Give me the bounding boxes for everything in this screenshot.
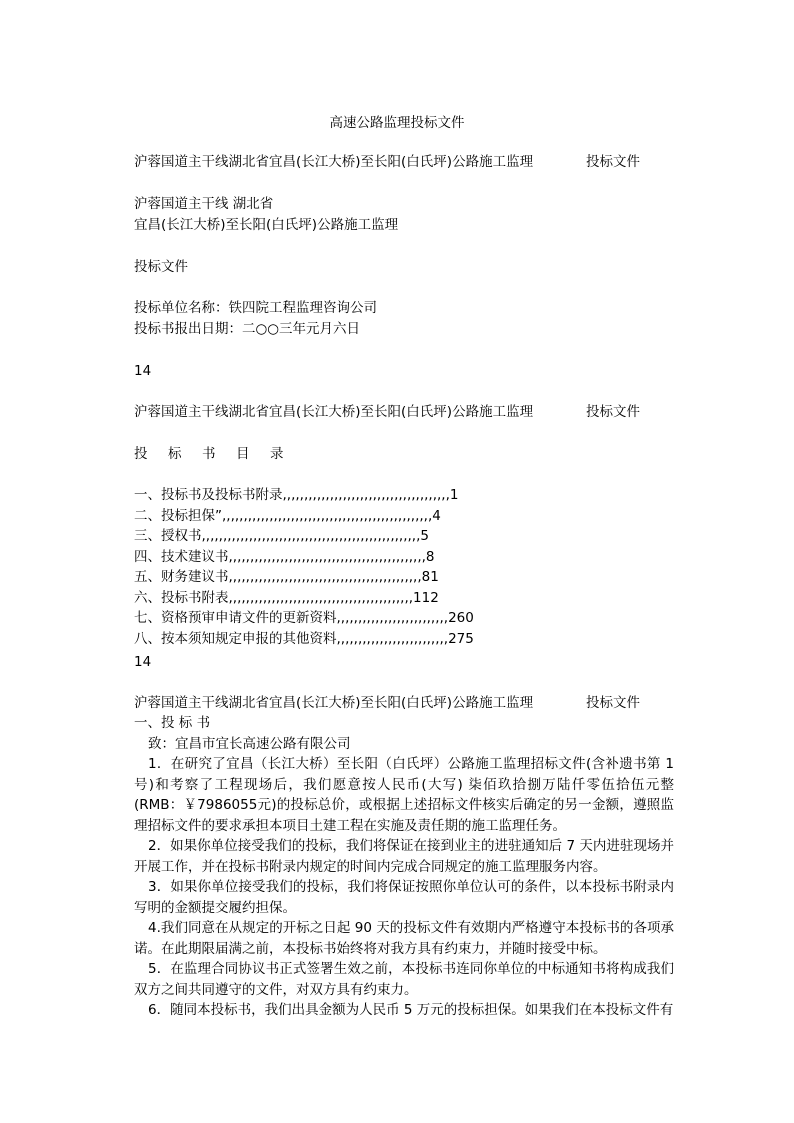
paragraph: 1．在研究了宜昌（长江大桥）至长阳（白氏坪）公路施工监理招标文件(含补遗书第 1号)和考察了工程现场后，我们愿意按人民币(大写) 柒佰玖拾捌万陆仟零伍拾伍元整(RMB：￥7986055元)的投标总价，或根据上述招标文件核实后确定的另一金额，遵照监理招标文件的要求承担本项目土建工程在实施及责任期的施工监理任务。	[134, 756, 674, 834]
toc-title: 投 标 书 目 录	[134, 446, 292, 462]
page-header-left: 沪蓉国道主干线湖北省宜昌(长江大桥)至长阳(白氏坪)公路施工监理	[134, 695, 534, 711]
toc-item: 七、资格预审申请文件的更新资料,,,,,,,,,,,,,,,,,,,,,,,,,,260	[134, 610, 474, 626]
paragraph: 4.我们同意在从规定的开标之日起 90 天的投标文件有效期内严格遵守本投标书的各项承诺。在此期限届满之前，本投标书始终将对我方具有约束力，并随时接受中标。	[134, 920, 674, 957]
paragraph: 6．随同本投标书，我们出具金额为人民币 5 万元的投标担保。如果我们在本投标文件有	[148, 1002, 674, 1018]
cover-line-1: 沪蓉国道主干线 湖北省	[134, 196, 274, 212]
paragraph: 3．如果你单位接受我们的投标，我们将保证按照你单位认可的条件，以本投标书附录内写明的金额提交履约担保。	[134, 879, 674, 916]
paragraph: 5．在监理合同协议书正式签署生效之前，本投标书连同你单位的中标通知书将构成我们双方之间共同遵守的文件，对双方具有约束力。	[134, 961, 674, 998]
toc-item: 八、按本须知规定申报的其他资料,,,,,,,,,,,,,,,,,,,,,,,,,,275	[134, 630, 474, 647]
toc-item: 二、投标担保”,,,,,,,,,,,,,,,,,,,,,,,,,,,,,,,,,,,,,,,,,,,,,,,,,4	[134, 507, 441, 524]
toc-item: 六、投标书附表,,,,,,,,,,,,,,,,,,,,,,,,,,,,,,,,,,,,,,,,,,,112	[134, 589, 439, 606]
toc-item: 一、投标书及投标书附录,,,,,,,,,,,,,,,,,,,,,,,,,,,,,,,,,,,,,,,1	[134, 487, 459, 503]
bidder-name: 投标单位名称：铁四院工程监理咨询公司	[134, 300, 377, 316]
page-header-right: 投标文件	[586, 154, 640, 170]
page-header-right: 投标文件	[586, 404, 640, 420]
toc-item: 三、授权书,,,,,,,,,,,,,,,,,,,,,,,,,,,,,,,,,,,,,,,,,,,,,,,,,,,5	[134, 528, 429, 544]
page-header-left: 沪蓉国道主干线湖北省宜昌(长江大桥)至长阳(白氏坪)公路施工监理	[134, 154, 534, 170]
document-title: 高速公路监理投标文件	[329, 115, 465, 131]
page-number: 14	[134, 363, 152, 379]
addressee: 致：宜昌市宜长高速公路有限公司	[148, 736, 351, 752]
table-of-contents	[134, 485, 474, 649]
paragraph: 2．如果你单位接受我们的投标，我们将保证在接到业主的进驻通知后 7 天内进驻现场并开展工作，并在投标书附录内规定的时间内完成合同规定的施工监理服务内容。	[134, 838, 674, 875]
cover-line-3: 投标文件	[134, 259, 188, 275]
section-title: 一、投 标 书	[134, 715, 211, 731]
cover-line-2: 宜昌(长江大桥)至长阳(白氏坪)公路施工监理	[134, 217, 399, 233]
page-number: 14	[134, 654, 152, 670]
bid-date: 投标书报出日期：二○○三年元月六日	[134, 321, 361, 337]
toc-item: 四、技术建议书,,,,,,,,,,,,,,,,,,,,,,,,,,,,,,,,,,,,,,,,,,,,,,8	[134, 548, 435, 565]
toc-item: 五、财务建议书,,,,,,,,,,,,,,,,,,,,,,,,,,,,,,,,,,,,,,,,,,,,,81	[134, 569, 439, 585]
page-header-left: 沪蓉国道主干线湖北省宜昌(长江大桥)至长阳(白氏坪)公路施工监理	[134, 404, 534, 420]
page-header-right: 投标文件	[586, 695, 640, 711]
